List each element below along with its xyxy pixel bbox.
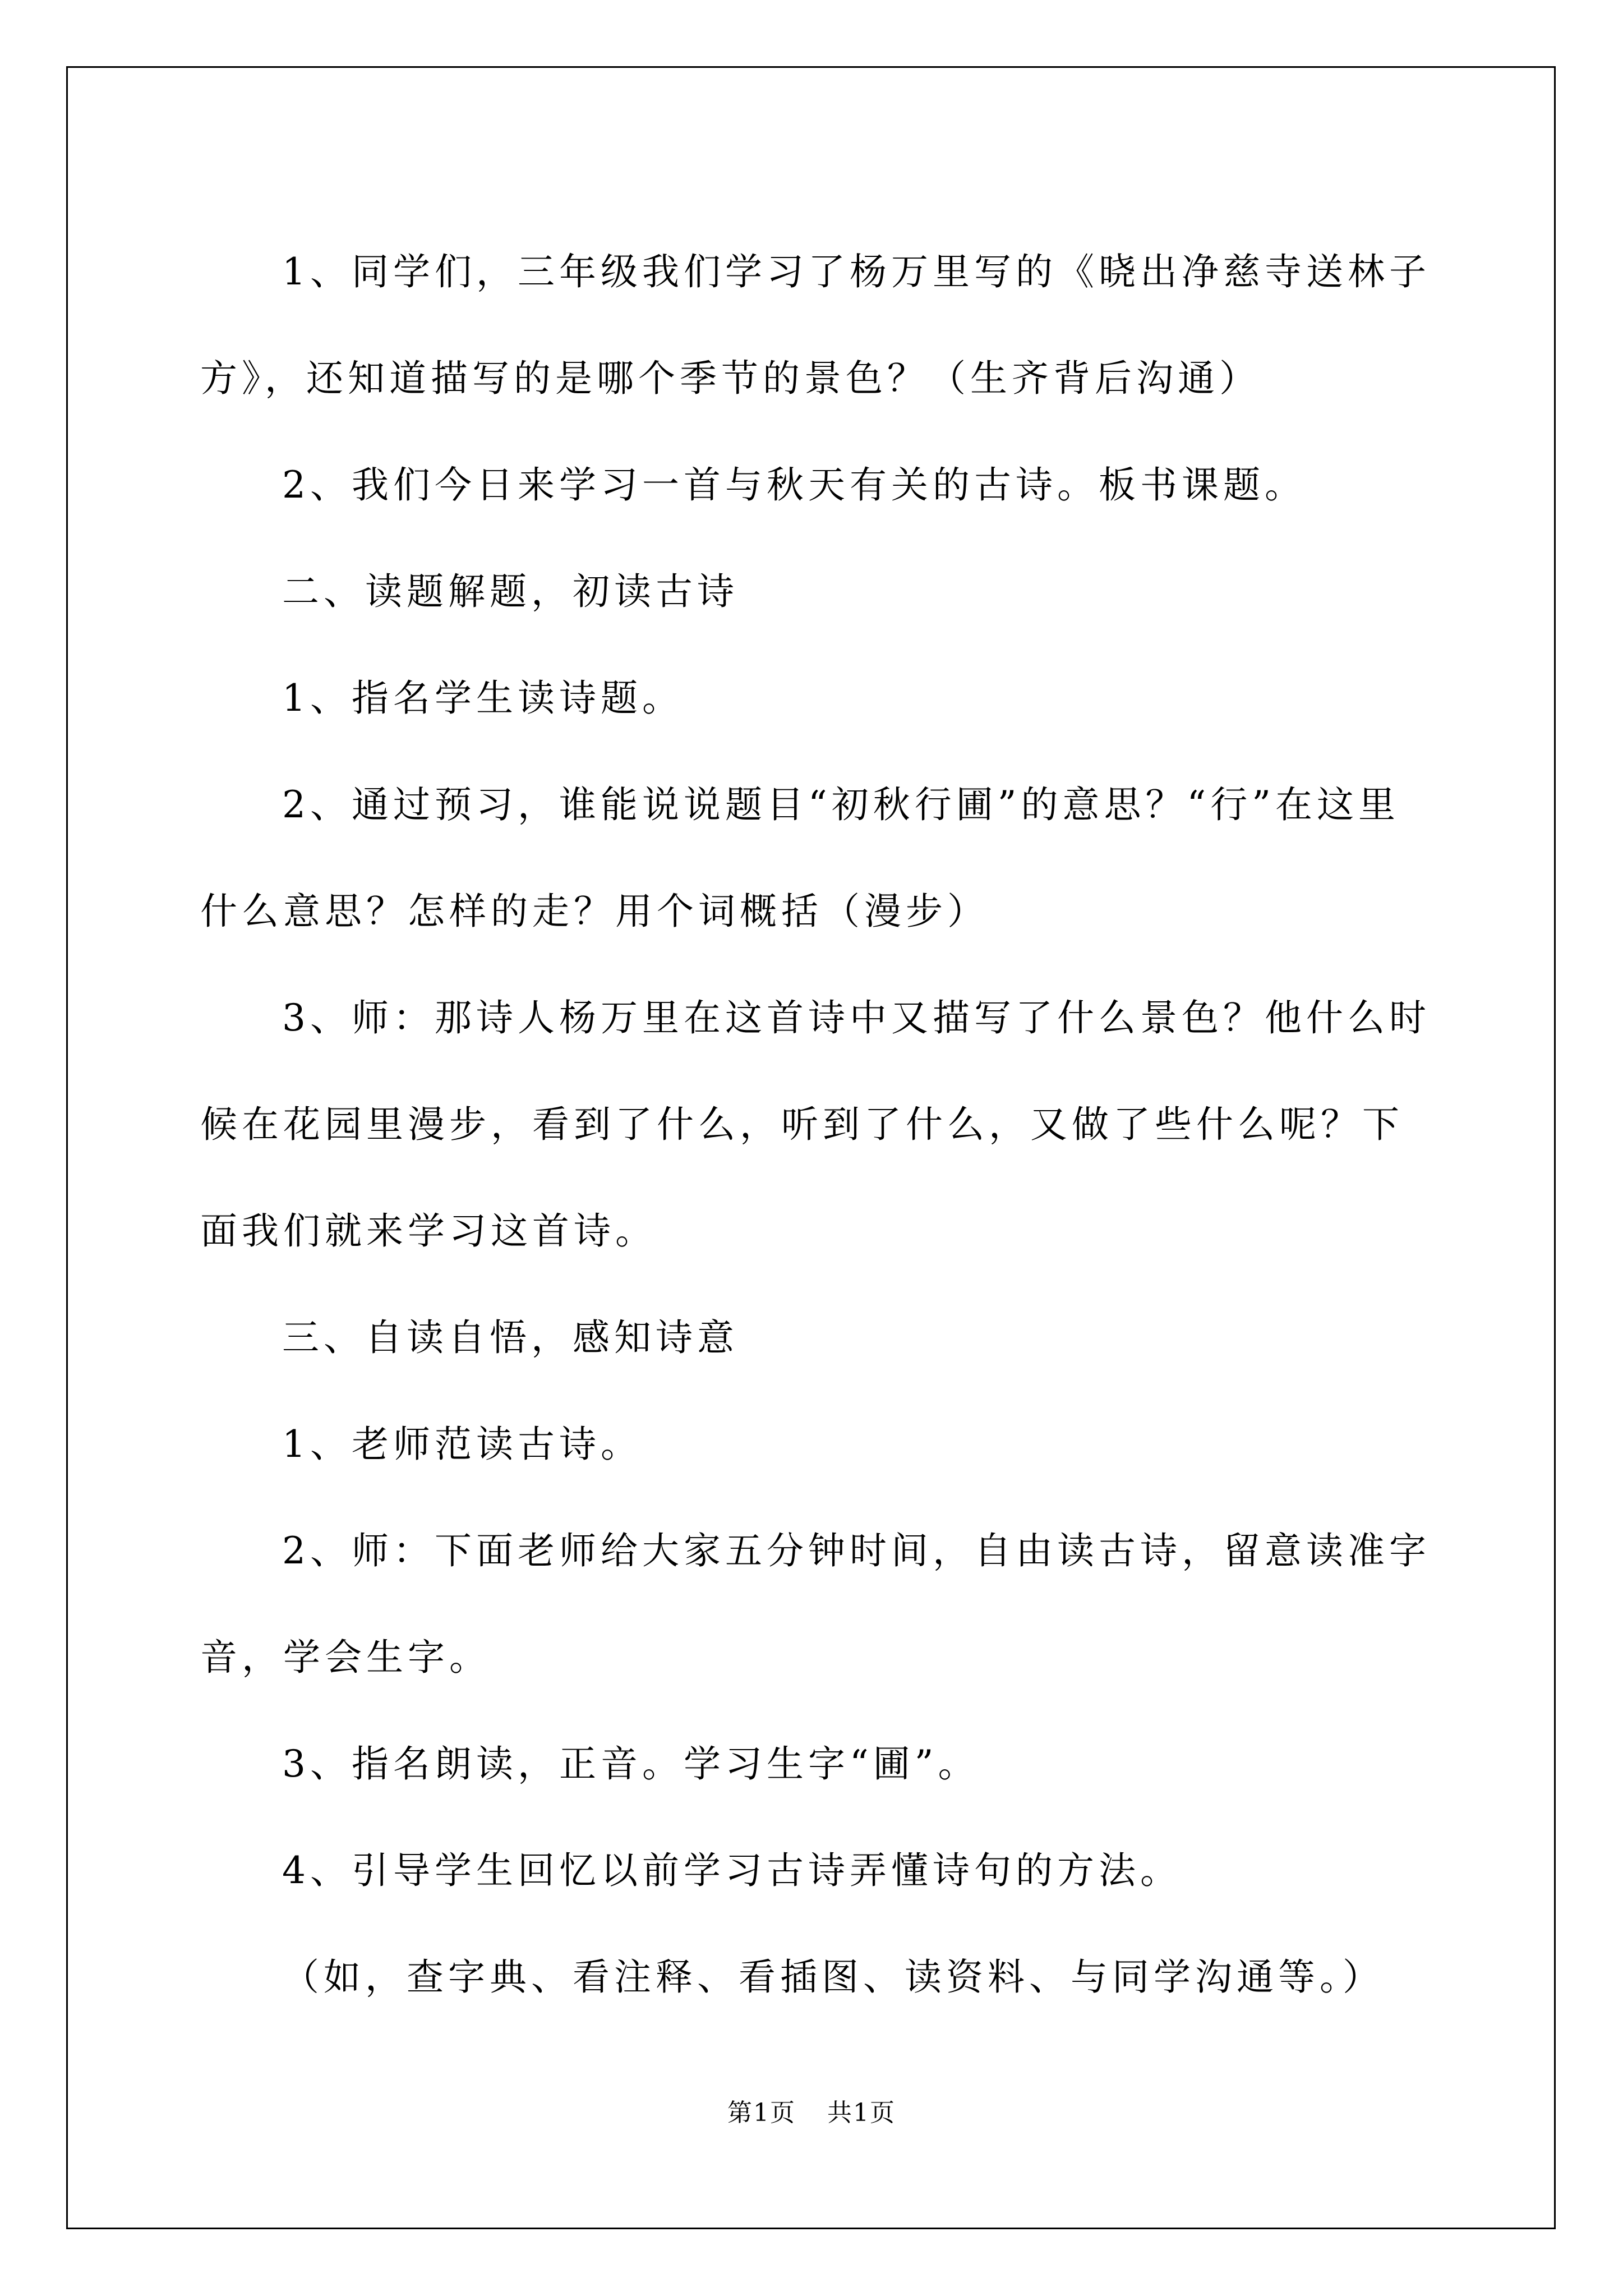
paragraph-6: 1、老师范读古诗。 xyxy=(282,1423,642,1466)
paragraph-2: 2、我们今日来学习一首与秋天有关的古诗。板书课题。 xyxy=(282,463,1306,507)
document-body xyxy=(200,219,1434,2031)
paragraph-10: （如，查字典、看注释、看插图、读资料、与同学沟通等。） xyxy=(282,1955,1384,1999)
paragraph-3: 1、指名学生读诗题。 xyxy=(282,677,684,720)
paragraph-1: 1、同学们，三年级我们学习了杨万里写的《晓出净慈寺送林子方》，还知道描写的是哪个季节的景色？（生齐背后沟通） xyxy=(200,250,1431,400)
paragraph-5: 3、师：那诗人杨万里在这首诗中又描写了什么景色？他什么时候在花园里漫步，看到了什么，听到了什么，又做了些什么呢？下面我们就来学习这首诗。 xyxy=(200,996,1431,1253)
paragraph-4: 2、通过预习，谁能说说题目“初秋行圃”的意思？“行”在这里什么意思？怎样的走？用个词概括（漫步） xyxy=(200,783,1400,933)
section-heading-2: 二、读题解题，初读古诗 xyxy=(282,570,739,613)
paragraph-9: 4、引导学生回忆以前学习古诗弄懂诗句的方法。 xyxy=(282,1849,1182,1892)
page-number-current: 第1页 xyxy=(727,2099,796,2127)
page-number-total: 共1页 xyxy=(827,2099,896,2127)
section-heading-3: 三、自读自悟，感知诗意 xyxy=(282,1316,739,1359)
paragraph-7: 2、师：下面老师给大家五分钟时间，自由读古诗，留意读准字音，学会生字。 xyxy=(200,1529,1431,1679)
page-footer xyxy=(0,2092,1623,2128)
paragraph-8: 3、指名朗读，正音。学习生字“圃”。 xyxy=(282,1742,980,1786)
